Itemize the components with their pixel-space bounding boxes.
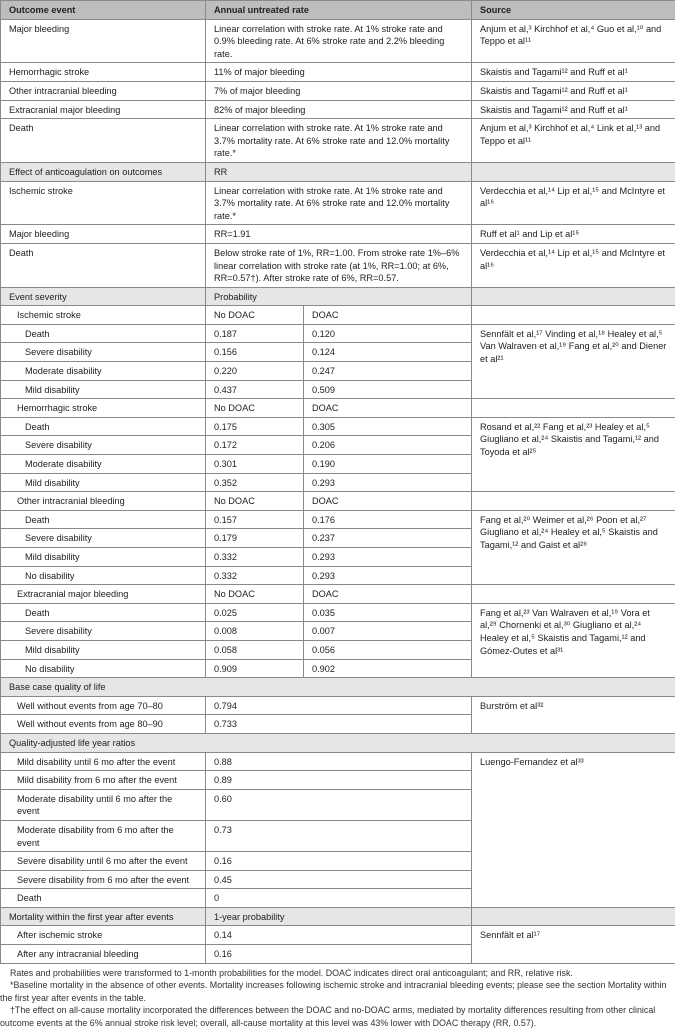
section-empty-cell (472, 162, 675, 181)
section-header-row (1, 287, 675, 306)
severity-label: No disability (1, 566, 206, 585)
doac-value: 0.293 (304, 566, 472, 585)
col-doac: DOAC (304, 306, 472, 325)
outcome-event-cell: Major bleeding (1, 225, 206, 244)
section-measure: 1-year probability (206, 907, 472, 926)
col-no-doac: No DOAC (206, 585, 304, 604)
doac-value: 0.007 (304, 622, 472, 641)
table-row (1, 181, 675, 225)
group-empty-cell (472, 492, 675, 511)
outcome-event-cell: Death (1, 243, 206, 287)
rate-value-cell: 7% of major bleeding (206, 81, 472, 100)
source-cell: Rosand et al,²² Fang et al,²³ Healey et al,⁵ Giugliano et al,²⁴ Skaistis and Tagami,¹² and Toyoda et al²⁵ (472, 417, 675, 491)
rate-value-cell: 82% of major bleeding (206, 100, 472, 119)
severity-label: Mild disability (1, 380, 206, 399)
header-source: Source (472, 1, 675, 20)
source-cell: Skaistis and Tagami¹² and Ruff et al¹ (472, 63, 675, 82)
doac-value: 0.237 (304, 529, 472, 548)
section-title: Mortality within the first year after events (1, 907, 206, 926)
header-outcome-event: Outcome event (1, 1, 206, 20)
rate-value-cell: 11% of major bleeding (206, 63, 472, 82)
outcome-event-cell: Hemorrhagic stroke (1, 63, 206, 82)
no-doac-value: 0.220 (206, 362, 304, 381)
source-cell: Fang et al,²⁰ Weimer et al,²⁶ Poon et al,²⁷ Giugliano et al,²⁴ Healey et al,⁵ Skaistis and Tagami,¹² and Gaist et al²⁸ (472, 510, 675, 584)
doac-value: 0.124 (304, 343, 472, 362)
row-value: 0.733 (206, 715, 472, 734)
no-doac-value: 0.025 (206, 603, 304, 622)
doac-value: 0.176 (304, 510, 472, 529)
group-header-row (1, 399, 675, 418)
outcome-event-cell: Ischemic stroke (1, 181, 206, 225)
group-header-row (1, 585, 675, 604)
section-measure: Probability (206, 287, 472, 306)
row-label: Mild disability from 6 mo after the event (1, 771, 206, 790)
severity-label: Death (1, 510, 206, 529)
row-label: Death (1, 889, 206, 908)
row-label: Moderate disability from 6 mo after the event (1, 820, 206, 851)
row-label: Well without events from age 80–90 (1, 715, 206, 734)
group-name: Extracranial major bleeding (1, 585, 206, 604)
section-header-row (1, 162, 675, 181)
doac-value: 0.293 (304, 548, 472, 567)
no-doac-value: 0.008 (206, 622, 304, 641)
row-value: 0.73 (206, 820, 472, 851)
table-row (1, 81, 675, 100)
row-label: Moderate disability until 6 mo after the event (1, 789, 206, 820)
group-empty-cell (472, 306, 675, 325)
doac-value: 0.056 (304, 640, 472, 659)
table-row (1, 510, 675, 529)
severity-label: Death (1, 417, 206, 436)
doac-value: 0.902 (304, 659, 472, 678)
table-row (1, 324, 675, 343)
severity-label: Death (1, 324, 206, 343)
row-label: After ischemic stroke (1, 926, 206, 945)
table-footnotes (0, 964, 675, 1030)
row-value: 0.89 (206, 771, 472, 790)
no-doac-value: 0.301 (206, 455, 304, 474)
section-title: Event severity (1, 287, 206, 306)
no-doac-value: 0.156 (206, 343, 304, 362)
rr-value-cell: RR=1.91 (206, 225, 472, 244)
no-doac-value: 0.187 (206, 324, 304, 343)
source-cell: Luengo-Fernandez et al³³ (472, 752, 675, 907)
source-cell: Burström et al³² (472, 696, 675, 733)
no-doac-value: 0.179 (206, 529, 304, 548)
section-header-row (1, 907, 675, 926)
severity-label: Mild disability (1, 640, 206, 659)
row-label: Mild disability until 6 mo after the event (1, 752, 206, 771)
row-label: Severe disability from 6 mo after the event (1, 870, 206, 889)
no-doac-value: 0.175 (206, 417, 304, 436)
no-doac-value: 0.909 (206, 659, 304, 678)
table-row (1, 603, 675, 622)
source-cell: Skaistis and Tagami¹² and Ruff et al¹ (472, 81, 675, 100)
doac-value: 0.120 (304, 324, 472, 343)
row-label: After any intracranial bleeding (1, 945, 206, 964)
group-name: Hemorrhagic stroke (1, 399, 206, 418)
section-header-row (1, 678, 675, 697)
severity-label: No disability (1, 659, 206, 678)
source-cell: Verdecchia et al,¹⁴ Lip et al,¹⁵ and McIntyre et al¹⁶ (472, 181, 675, 225)
severity-label: Mild disability (1, 548, 206, 567)
no-doac-value: 0.058 (206, 640, 304, 659)
col-no-doac: No DOAC (206, 492, 304, 511)
source-cell: Verdecchia et al,¹⁴ Lip et al,¹⁵ and McIntyre et al¹⁶ (472, 243, 675, 287)
section-empty-cell (472, 907, 675, 926)
severity-label: Severe disability (1, 529, 206, 548)
doac-value: 0.035 (304, 603, 472, 622)
table-row (1, 752, 675, 771)
table-row (1, 926, 675, 945)
rate-value-cell: Linear correlation with stroke rate. At 1% stroke rate and 3.7% mortality rate. At 6% stroke rate and 12.0% mortality rate.* (206, 119, 472, 163)
table-body (1, 19, 675, 963)
table-row (1, 100, 675, 119)
row-value: 0 (206, 889, 472, 908)
severity-label: Mild disability (1, 473, 206, 492)
doac-value: 0.247 (304, 362, 472, 381)
severity-label: Severe disability (1, 436, 206, 455)
table-header-row (1, 1, 675, 20)
source-cell: Sennfält et al,¹⁷ Vinding et al,¹⁸ Healey et al,⁵ Van Walraven et al,¹⁹ Fang et al,²⁰ and Diener et al²¹ (472, 324, 675, 398)
section-title: Base case quality of life (1, 678, 675, 697)
table-row (1, 243, 675, 287)
outcome-event-cell: Major bleeding (1, 19, 206, 63)
col-doac: DOAC (304, 585, 472, 604)
rr-value-cell: Linear correlation with stroke rate. At 1% stroke rate and 3.7% mortality rate. At 6% stroke rate and 12.0% mortality rate.* (206, 181, 472, 225)
col-doac: DOAC (304, 399, 472, 418)
severity-label: Moderate disability (1, 362, 206, 381)
group-empty-cell (472, 399, 675, 418)
col-doac: DOAC (304, 492, 472, 511)
doac-value: 0.293 (304, 473, 472, 492)
outcome-event-cell: Extracranial major bleeding (1, 100, 206, 119)
table-row (1, 63, 675, 82)
section-header-row (1, 733, 675, 752)
rate-value-cell: Linear correlation with stroke rate. At 1% stroke rate and 0.9% bleeding rate. At 6% stroke rate and 2.2% bleeding rate. (206, 19, 472, 63)
row-value: 0.60 (206, 789, 472, 820)
doac-value: 0.206 (304, 436, 472, 455)
severity-label: Moderate disability (1, 455, 206, 474)
header-annual-rate: Annual untreated rate (206, 1, 472, 20)
severity-label: Severe disability (1, 343, 206, 362)
outcome-event-cell: Death (1, 119, 206, 163)
severity-label: Severe disability (1, 622, 206, 641)
row-label: Severe disability until 6 mo after the event (1, 852, 206, 871)
row-value: 0.14 (206, 926, 472, 945)
doac-value: 0.305 (304, 417, 472, 436)
section-title: Effect of anticoagulation on outcomes (1, 162, 206, 181)
row-label: Well without events from age 70–80 (1, 696, 206, 715)
no-doac-value: 0.157 (206, 510, 304, 529)
source-cell: Sennfält et al¹⁷ (472, 926, 675, 963)
table-row (1, 696, 675, 715)
section-measure: RR (206, 162, 472, 181)
source-cell: Ruff et al¹ and Lip et al¹⁵ (472, 225, 675, 244)
group-header-row (1, 492, 675, 511)
severity-label: Death (1, 603, 206, 622)
section-empty-cell (472, 287, 675, 306)
no-doac-value: 0.352 (206, 473, 304, 492)
source-cell: Fang et al,²³ Van Walraven et al,¹⁹ Vora et al,²⁹ Chornenki et al,³⁰ Giugliano et al,²⁴ Healey et al,⁵ Skaistis and Tagami,¹² and Gómez-Outes et al³¹ (472, 603, 675, 677)
col-no-doac: No DOAC (206, 399, 304, 418)
rr-value-cell: Below stroke rate of 1%, RR=1.00. From stroke rate 1%–6% linear correlation with stroke rate (at 1%, RR=1.00; at 6%, RR=0.57†). After stroke rate of 6%, RR=0.57. (206, 243, 472, 287)
row-value: 0.794 (206, 696, 472, 715)
table-row (1, 225, 675, 244)
outcome-event-cell: Other intracranial bleeding (1, 81, 206, 100)
section-title: Quality-adjusted life year ratios (1, 733, 675, 752)
row-value: 0.88 (206, 752, 472, 771)
group-name: Other intracranial bleeding (1, 492, 206, 511)
no-doac-value: 0.437 (206, 380, 304, 399)
table-row (1, 119, 675, 163)
row-value: 0.16 (206, 852, 472, 871)
source-cell: Skaistis and Tagami¹² and Ruff et al¹ (472, 100, 675, 119)
row-value: 0.45 (206, 870, 472, 889)
no-doac-value: 0.172 (206, 436, 304, 455)
footnote-dagger: †The effect on all-cause mortality incorporated the differences between the DOAC and no-DOAC arms, mediated by mortality differences resulting from other clinical outcome events at the 6% annual stroke risk level; overall, all-cause mortality at this level was 43% lower with DOAC therapy (RR, 0.57). (0, 1004, 675, 1029)
table-row (1, 19, 675, 63)
no-doac-value: 0.332 (206, 548, 304, 567)
footnote-asterisk: *Baseline mortality in the absence of other events. Mortality increases following ischemic stroke and intracranial bleeding events; please see the section Mortality within the first year after events in the table. (0, 979, 675, 1004)
footnote-abbreviations: Rates and probabilities were transformed to 1-month probabilities for the model. DOAC indicates direct oral anticoagulant; and RR, relative risk. (0, 967, 675, 980)
group-header-row (1, 306, 675, 325)
doac-value: 0.190 (304, 455, 472, 474)
source-cell: Anjum et al,³ Kirchhof et al,⁴ Link et al,¹³ and Teppo et al¹¹ (472, 119, 675, 163)
col-no-doac: No DOAC (206, 306, 304, 325)
group-name: Ischemic stroke (1, 306, 206, 325)
source-cell: Anjum et al,³ Kirchhof et al,⁴ Guo et al,¹⁰ and Teppo et al¹¹ (472, 19, 675, 63)
no-doac-value: 0.332 (206, 566, 304, 585)
row-value: 0.16 (206, 945, 472, 964)
table-row (1, 417, 675, 436)
group-empty-cell (472, 585, 675, 604)
doac-value: 0.509 (304, 380, 472, 399)
